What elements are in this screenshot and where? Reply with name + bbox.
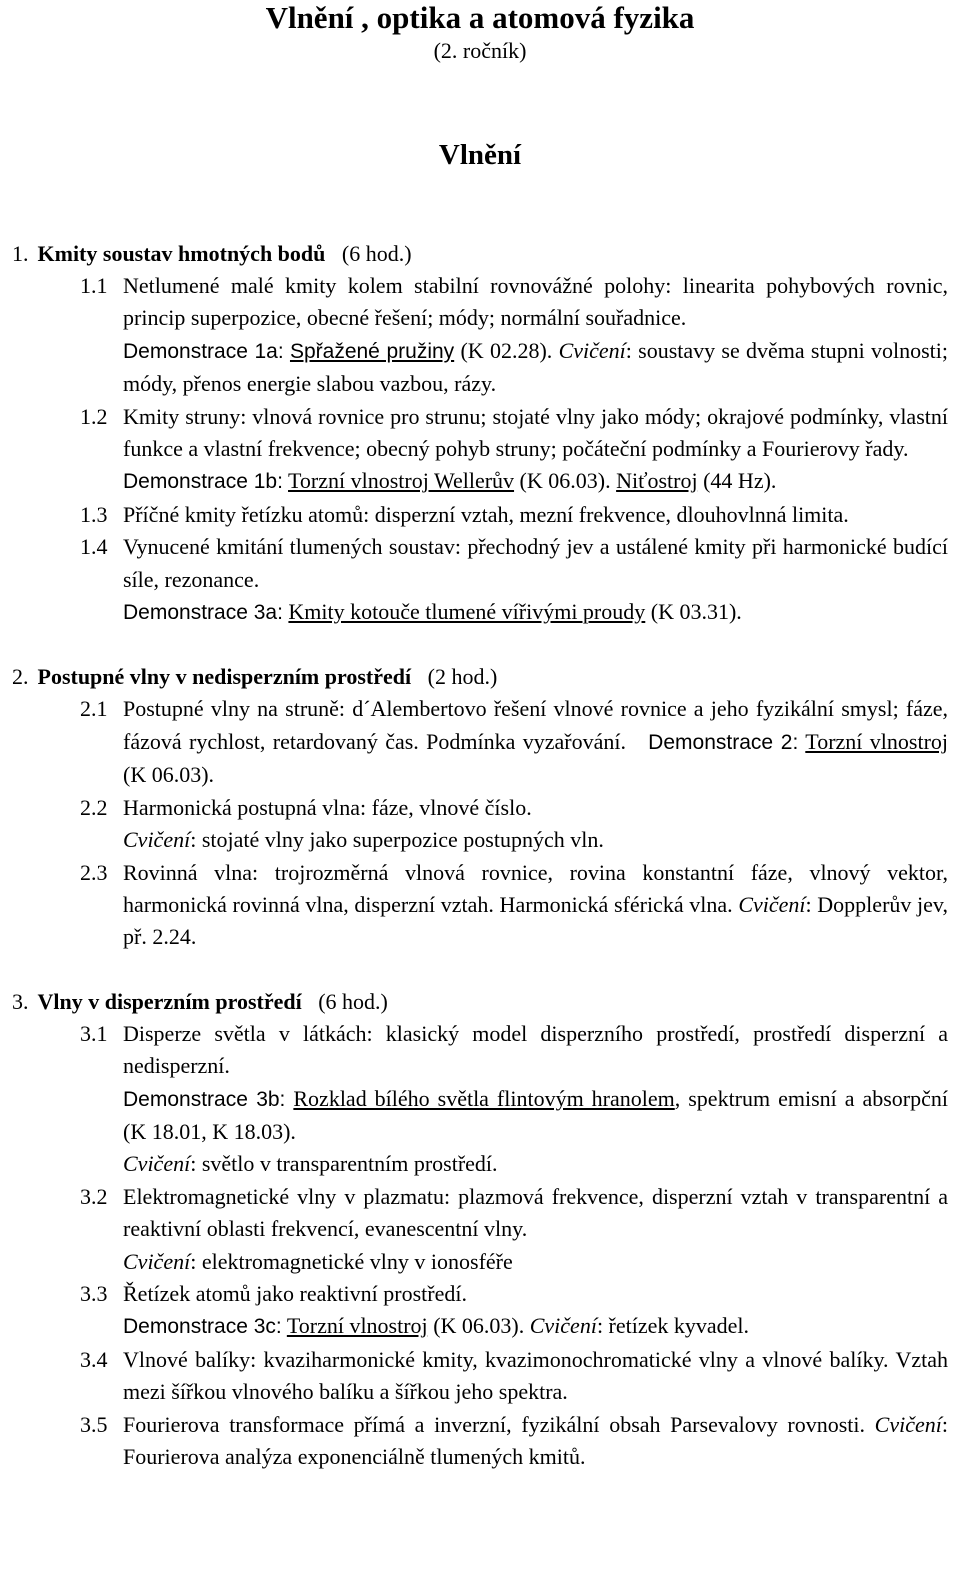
section-name: Postupné vlny v nedisperzním prostředí: [37, 664, 412, 690]
demo-link[interactable]: Torzní vlnostroj: [286, 1313, 428, 1339]
section-name: Vlny v disperzním prostředí: [37, 988, 302, 1014]
item-demo: [123, 1310, 948, 1343]
section-hours: (6 hod.): [318, 988, 388, 1014]
syllabus-content: [0, 238, 960, 1473]
document-subtitle: (2. ročník): [433, 38, 527, 63]
exercise-text: : světlo v transparentním prostředí.: [190, 1151, 498, 1177]
item-text: Fourierova transformace přímá a inverzní, fyzikální obsah Parsevalovy rovnosti.: [123, 1411, 865, 1437]
document-title: Vlnění , optika a atomová fyzika: [265, 0, 695, 35]
spacer: [0, 954, 960, 986]
item-text: Disperze světla v látkách: klasický model disperzního prostředí, prostředí disperzní a nedisperzní.: [123, 1020, 948, 1079]
demo-label: Demonstrace 1b:: [123, 470, 283, 494]
syllabus-item: [0, 693, 960, 791]
item-text: Rovinná vlna: trojrozměrná vlnová rovnice, rovina konstantní fáze, vlnový vektor, harmonická rovinná vlna, disperzní vztah. Harmonická sférická vlna.: [123, 859, 948, 917]
item-number: 1.3: [80, 501, 108, 527]
demo-label: Demonstrace 1a:: [123, 339, 284, 363]
demo-label: Demonstrace 3b:: [123, 1087, 286, 1111]
item-text: Kmity struny: vlnová rovnice pro strunu; stojaté vlny jako módy; okrajové podmínky, vlastní funkce a vlastní frekvence; obecný pohyb struny; počáteční podmínky a Fourierovy řady.: [123, 403, 948, 462]
exercise-text: : soustavy se dvěma stupni volnosti; módy, přenos energie slabou vazbou, rázy.: [123, 337, 949, 397]
exercise-label: Cvičení: [874, 1411, 942, 1437]
demo-ref: (K 06.03).: [519, 468, 611, 494]
item-number: 3.4: [80, 1346, 108, 1372]
item-text-with-exercise: [123, 857, 948, 954]
demo-link-secondary[interactable]: Niťostroj: [616, 468, 698, 494]
exercise-label: Cvičení: [529, 1313, 597, 1339]
section-hours: (6 hod.): [341, 241, 412, 266]
section-heading: [0, 661, 960, 693]
demo-link[interactable]: Spřažené pružiny: [289, 339, 455, 363]
item-number: 2.2: [80, 794, 108, 820]
section-name: Kmity soustav hmotných bodů: [37, 241, 326, 266]
item-text-with-demo: [123, 693, 948, 791]
demo-link[interactable]: Torzní vlnostroj Wellerův: [288, 468, 515, 494]
item-text: Postupné vlny na struně: d´Alembertovo řešení vlnové rovnice a jeho fyzikální smysl; fáze, fázová rychlost, retardovaný čas. Podmínka vyzařování.: [123, 696, 948, 754]
item-exercise: [123, 1246, 948, 1278]
exercise-text: : elektromagnetické vlny v ionosféře: [190, 1248, 513, 1274]
demo-ref: (K 06.03).: [433, 1313, 525, 1339]
syllabus-item: [0, 1409, 960, 1474]
demo-label: Demonstrace 3c:: [123, 1315, 282, 1339]
demo-label: Demonstrace 2:: [648, 730, 799, 754]
item-number: 2.1: [80, 696, 108, 722]
demo-ref-secondary: (44 Hz).: [703, 468, 777, 494]
item-text: Harmonická postupná vlna: fáze, vlnové číslo.: [123, 794, 532, 820]
item-exercise: [123, 824, 948, 856]
section-number: 1.: [12, 241, 29, 266]
exercise-text: : stojaté vlny jako superpozice postupných vln.: [190, 827, 604, 853]
syllabus-item: [0, 1344, 960, 1409]
item-demo: [123, 335, 948, 401]
demo-ref: (K 06.03).: [123, 762, 215, 788]
syllabus-item: [0, 792, 960, 857]
exercise-label: Cvičení: [123, 1248, 191, 1274]
item-number: 1.2: [80, 403, 108, 429]
item-number: 1.1: [80, 273, 108, 298]
item-text: Vynucené kmitání tlumených soustav: přechodný jev a ustálené kmity při harmonické budící síle, rezonance.: [123, 534, 948, 592]
syllabus-item: [0, 401, 960, 499]
item-text: Řetízek atomů jako reaktivní prostředí.: [123, 1280, 467, 1306]
part-title: Vlnění: [438, 139, 522, 171]
item-text: Elektromagnetické vlny v plazmatu: plazmová frekvence, disperzní vztah v transparentní a reaktivní oblasti frekvencí, evanescentní vlny.: [123, 1183, 948, 1242]
syllabus-item: [0, 1018, 960, 1181]
item-demo: [123, 465, 948, 498]
exercise-text: : Fourierova analýza exponenciálně tlumených kmitů.: [123, 1411, 948, 1469]
section-number: 2.: [12, 664, 29, 690]
demo-link[interactable]: Kmity kotouče tlumené vířivými proudy: [288, 599, 646, 625]
demo-link[interactable]: Rozklad bílého světla flintovým hranolem: [293, 1085, 675, 1111]
item-number: 1.4: [80, 534, 108, 560]
item-text-with-exercise: [123, 1409, 948, 1474]
demo-link[interactable]: Torzní vlnostroj: [805, 728, 949, 754]
item-text: Netlumené malé kmity kolem stabilní rovnovážné polohy: linearita pohybových rovnic, princip superpozice, obecné řešení; módy; normální souřadnice.: [123, 273, 948, 331]
section-heading: [0, 238, 960, 270]
item-demo: [123, 596, 948, 629]
section-number: 3.: [12, 988, 29, 1014]
syllabus-item: [0, 499, 960, 531]
syllabus-item: [0, 1278, 960, 1344]
item-number: 3.2: [80, 1183, 108, 1209]
exercise-label: Cvičení: [738, 891, 806, 917]
section-hours: (2 hod.): [427, 664, 498, 690]
demo-ref: (K 03.31).: [650, 599, 742, 625]
exercise-label: Cvičení: [558, 337, 626, 363]
exercise-text: : řetízek kyvadel.: [596, 1313, 750, 1339]
syllabus-item: [0, 270, 960, 401]
item-exercise: [123, 1148, 948, 1180]
item-number: 3.1: [80, 1020, 108, 1046]
item-text: Příčné kmity řetízku atomů: disperzní vztah, mezní frekvence, dlouhovlnná limita.: [123, 501, 849, 527]
exercise-label: Cvičení: [123, 1151, 191, 1177]
spacer: [0, 629, 960, 661]
demo-ref: (K 02.28).: [460, 337, 553, 363]
exercise-label: Cvičení: [123, 827, 191, 853]
exercise-text: : Dopplerův jev, př. 2.24.: [123, 891, 949, 950]
section-heading: [0, 986, 960, 1018]
syllabus-item: [0, 1181, 960, 1278]
item-demo: [123, 1083, 948, 1149]
syllabus-item: [0, 857, 960, 954]
item-number: 2.3: [80, 859, 108, 885]
demo-label: Demonstrace 3a:: [123, 601, 283, 625]
item-number: 3.3: [80, 1280, 108, 1306]
item-number: 3.5: [80, 1411, 108, 1437]
item-text: Vlnové balíky: kvaziharmonické kmity, kvazimonochromatické vlny a vlnové balíky. Vztah mezi šířkou vlnového balíku a šířkou jeho spektra.: [123, 1346, 948, 1405]
syllabus-item: [0, 531, 960, 629]
demo-ref: , spektrum emisní a absorpční (K 18.01, K 18.03).: [123, 1085, 948, 1144]
